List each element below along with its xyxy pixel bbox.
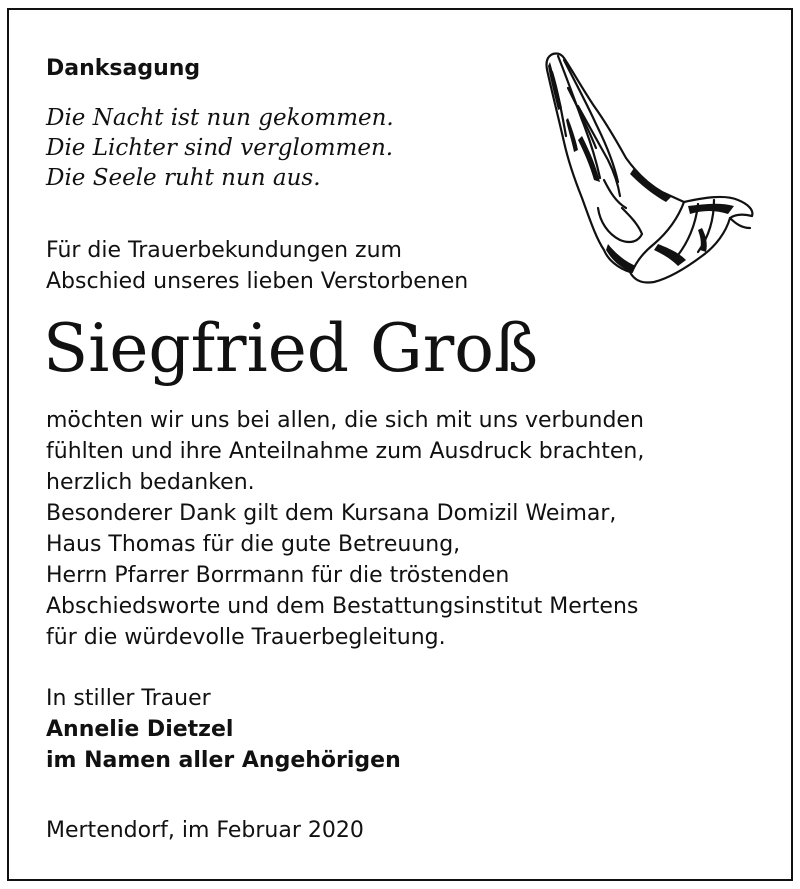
intro-text: [46, 235, 468, 297]
mourner-name: Annelie Dietzel: [46, 717, 234, 742]
deceased-name: Siegfried Groß: [43, 310, 539, 387]
intro-line: Für die Trauerbekundungen zum: [46, 238, 402, 263]
poem-line: Die Seele ruht nun aus.: [46, 165, 321, 191]
thanks-line: herzlich bedanken.: [46, 470, 255, 495]
thanks-line: Besonderer Dank gilt dem Kursana Domizil Weimar,: [46, 501, 617, 526]
thanks-line: Abschiedsworte und dem Bestattungsinstitut Mertens: [46, 594, 639, 619]
poem-line: Die Lichter sind verglommen.: [46, 135, 394, 161]
thanks-line: fühlten und ihre Anteilnahme zum Ausdruck brachten,: [46, 439, 645, 464]
mourning-line: In stiller Trauer: [46, 686, 211, 711]
thanks-line: Haus Thomas für die gute Betreuung,: [46, 532, 461, 557]
poem: [46, 103, 394, 193]
thanks-line: möchten wir uns bei allen, die sich mit uns verbunden: [46, 408, 644, 433]
place-date: Mertendorf, im Februar 2020: [46, 818, 364, 843]
thanks-line: für die würdevolle Trauerbegleitung.: [46, 625, 446, 650]
notice-heading: Danksagung: [46, 56, 201, 81]
intro-line: Abschied unseres lieben Verstorbenen: [46, 269, 469, 294]
signoff: [46, 683, 401, 776]
thanks-text: [46, 405, 644, 653]
family-line: im Namen aller Angehörigen: [46, 748, 401, 773]
praying-hands-icon: [538, 48, 758, 288]
poem-line: Die Nacht ist nun gekommen.: [46, 105, 394, 131]
thanks-line: Herrn Pfarrer Borrmann für die tröstenden: [46, 563, 510, 588]
